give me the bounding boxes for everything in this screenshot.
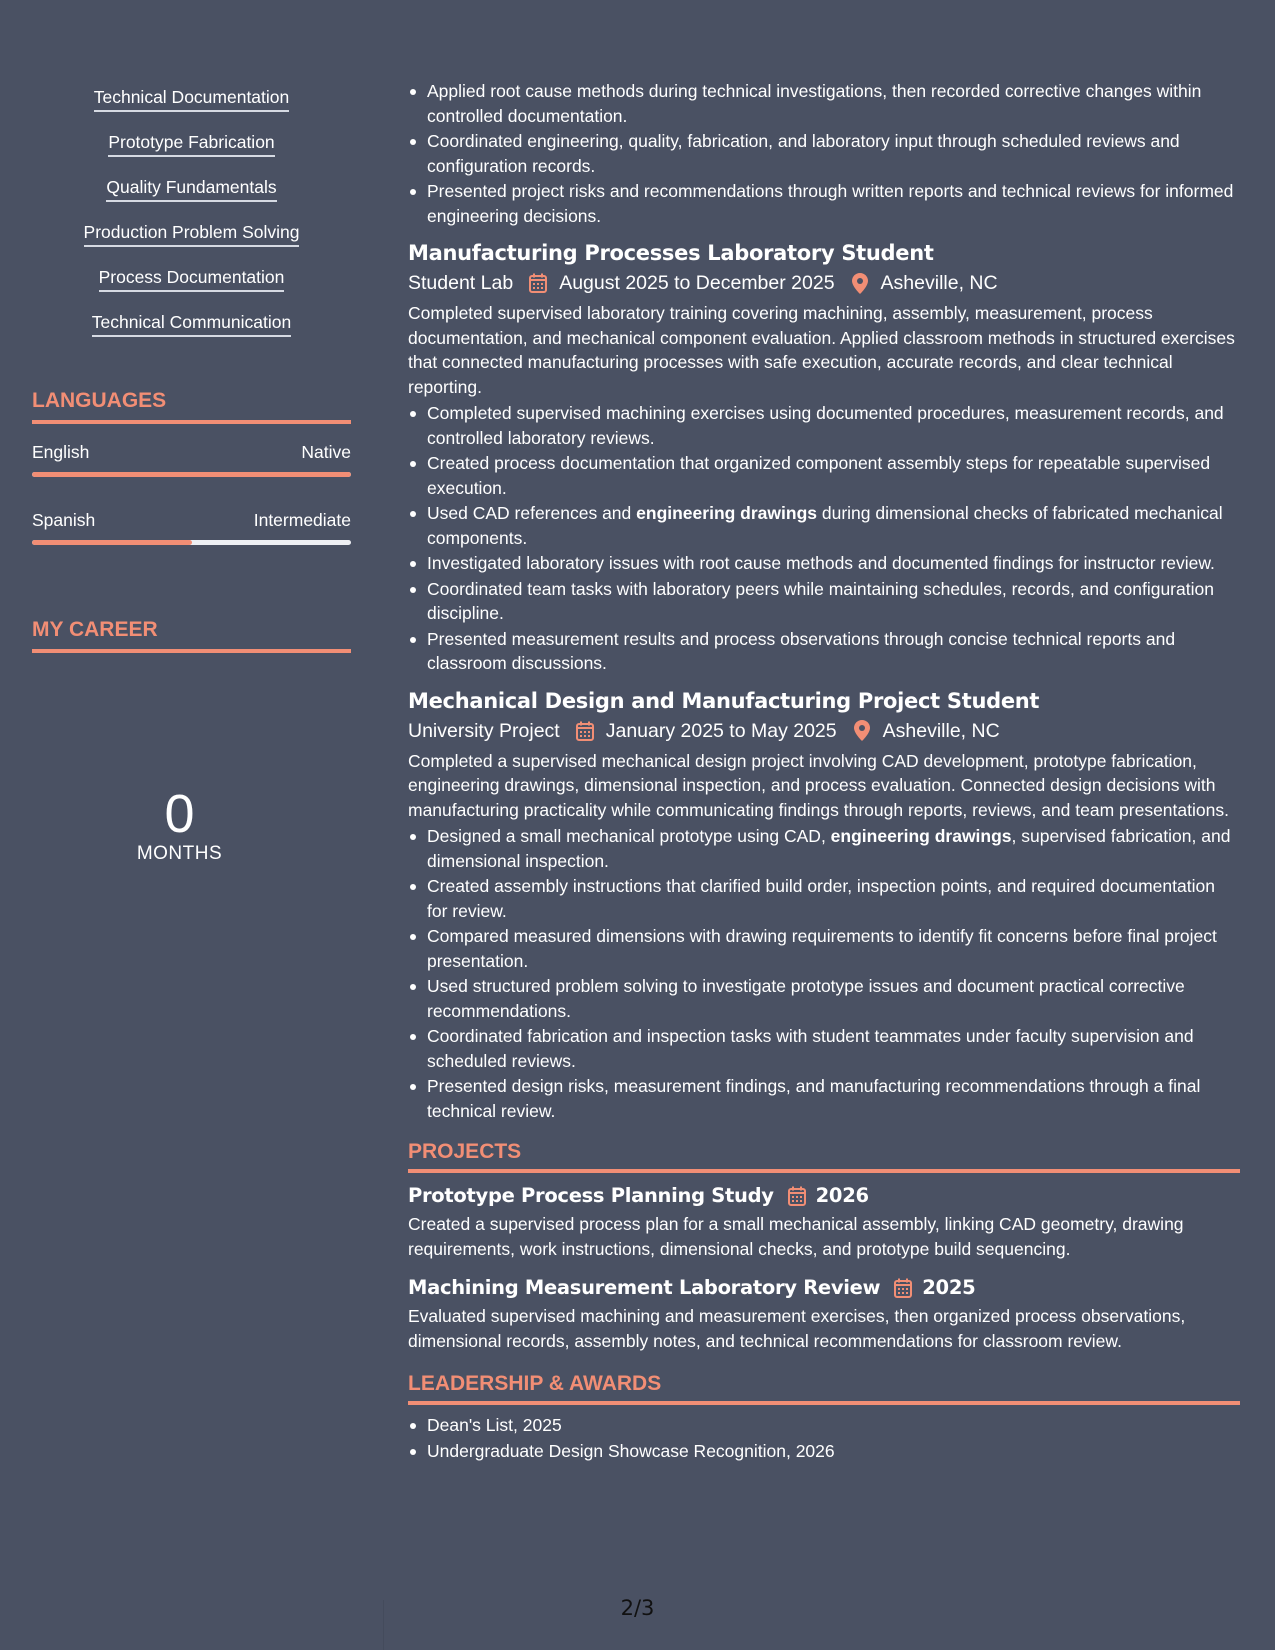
projects-heading: PROJECTS (408, 1139, 1240, 1173)
project-year: 2026 (815, 1184, 869, 1207)
language-name: English (32, 442, 90, 462)
skill-item: Technical Documentation (94, 86, 290, 112)
bullet-item: Coordinated team tasks with laboratory peers while maintaining schedules, records, and configuration discipline. (408, 577, 1240, 626)
bullet-item: Used CAD references and engineering drawings during dimensional checks of fabricated mechanical components. (408, 501, 1240, 550)
sidebar (32, 86, 351, 653)
language-name: Spanish (32, 510, 96, 530)
project-description: Evaluated supervised machining and measurement exercises, then organized process observations, dimensional records, assembly notes, and technical recommendations for classroom review. (408, 1306, 1186, 1351)
language-proficiency-fill (32, 540, 192, 545)
skills-list (32, 86, 351, 337)
award-item: Undergraduate Design Showcase Recognition, 2026 (408, 1439, 1240, 1464)
bullet-item: Presented project risks and recommendations through written reports and technical reviews for informed engineering decisions. (408, 179, 1240, 228)
job-bullets (408, 401, 1240, 676)
job-summary: Completed supervised laboratory training covering machining, assembly, measurement, process documentation, and mechanical component evaluation. Applied classroom methods in structured exercises that connected manufacturing processes with safe execution, accurate records, and clear technical reporting. (408, 303, 1235, 397)
bullet-item: Applied root cause methods during technical investigations, then recorded corrective changes within controlled documentation. (408, 79, 1240, 128)
job-summary: Completed a supervised mechanical design project involving CAD development, prototype fabrication, engineering drawings, dimensional inspection, and process evaluation. Connected design decisions with manufacturing practicality while communicating findings through reports, reviews, and team presentations. (408, 750, 1229, 820)
bullet-item: Used structured problem solving to investigate prototype issues and document practical corrective recommendations. (408, 974, 1240, 1023)
job-dates: August 2025 to December 2025 (559, 272, 835, 294)
project-title: Prototype Process Planning Study (408, 1184, 774, 1207)
award-item: Dean's List, 2025 (408, 1413, 1240, 1438)
language-proficiency-bar (32, 540, 351, 545)
project-year: 2025 (922, 1276, 976, 1299)
language-item (32, 509, 351, 545)
project-header (408, 1275, 1240, 1301)
job-bullets (408, 824, 1240, 1123)
career-heading: MY CAREER (32, 617, 351, 653)
bullet-item: Investigated laboratory issues with root cause methods and documented findings for instructor review. (408, 551, 1240, 576)
language-level: Intermediate (253, 510, 351, 530)
job-organization: Student Lab (408, 272, 514, 294)
bullet-item: Presented measurement results and process observations through concise technical reports and classroom discussions. (408, 627, 1240, 676)
language-level: Native (301, 442, 351, 462)
bullet-item: Completed supervised machining exercises using documented procedures, measurement records, and controlled laboratory reviews. (408, 401, 1240, 450)
page-number: 2/3 (620, 1596, 655, 1620)
project-header (408, 1183, 1240, 1209)
leadership-heading: LEADERSHIP & AWARDS (408, 1371, 1240, 1405)
job-location: Asheville, NC (882, 719, 1000, 742)
job-title: Mechanical Design and Manufacturing Project Student (408, 688, 1040, 713)
bullet-item: Presented design risks, measurement findings, and manufacturing recommendations through a final technical review. (408, 1074, 1240, 1123)
bullet-item: Created assembly instructions that clarified build order, inspection points, and required documentation for review. (408, 874, 1240, 923)
map-pin-icon (849, 719, 875, 743)
bullet-item: Created process documentation that organized component assembly steps for repeatable supervised execution. (408, 451, 1240, 500)
career-number: 0 (164, 784, 195, 844)
project-entry (408, 1275, 1240, 1353)
career-duration (32, 786, 327, 866)
job-meta (408, 718, 1240, 744)
project-title: Machining Measurement Laboratory Review (408, 1276, 881, 1299)
experience-entry (408, 688, 1240, 1124)
experience-entry (408, 240, 1240, 676)
skill-item: Quality Fundamentals (106, 176, 276, 202)
job-organization: University Project (408, 719, 560, 742)
job-dates: January 2025 to May 2025 (605, 719, 837, 742)
previous-job-bullets (408, 79, 1240, 228)
skill-item: Technical Communication (92, 311, 291, 337)
skill-item: Process Documentation (99, 266, 285, 292)
project-description: Created a supervised process plan for a small mechanical assembly, linking CAD geometry, drawing requirements, work instructions, dimensional checks, and prototype build sequencing. (408, 1214, 1184, 1259)
career-unit: MONTHS (136, 843, 223, 864)
calendar-icon (784, 1184, 810, 1208)
skill-item: Prototype Fabrication (108, 131, 274, 157)
calendar-icon (890, 1276, 916, 1300)
leadership-list (408, 1413, 1240, 1463)
job-location: Asheville, NC (880, 272, 998, 294)
languages-heading: LANGUAGES (32, 388, 351, 424)
map-pin-icon (847, 271, 873, 295)
calendar-icon (525, 271, 551, 295)
language-proficiency-fill (32, 472, 351, 477)
bullet-item: Designed a small mechanical prototype using CAD, engineering drawings, supervised fabrication, and dimensional inspection. (408, 824, 1240, 873)
calendar-icon (572, 719, 598, 743)
language-item (32, 441, 351, 477)
job-title: Manufacturing Processes Laboratory Student (408, 241, 934, 265)
language-proficiency-bar (32, 472, 351, 477)
bullet-item: Compared measured dimensions with drawing requirements to identify fit concerns before final project presentation. (408, 924, 1240, 973)
main-content (408, 79, 1240, 1464)
bullet-item: Coordinated engineering, quality, fabrication, and laboratory input through scheduled reviews and configuration records. (408, 129, 1240, 178)
job-meta (408, 270, 1240, 296)
bullet-item: Coordinated fabrication and inspection tasks with student teammates under faculty supervision and scheduled reviews. (408, 1024, 1240, 1073)
project-entry (408, 1183, 1240, 1261)
skill-item: Production Problem Solving (84, 221, 300, 247)
